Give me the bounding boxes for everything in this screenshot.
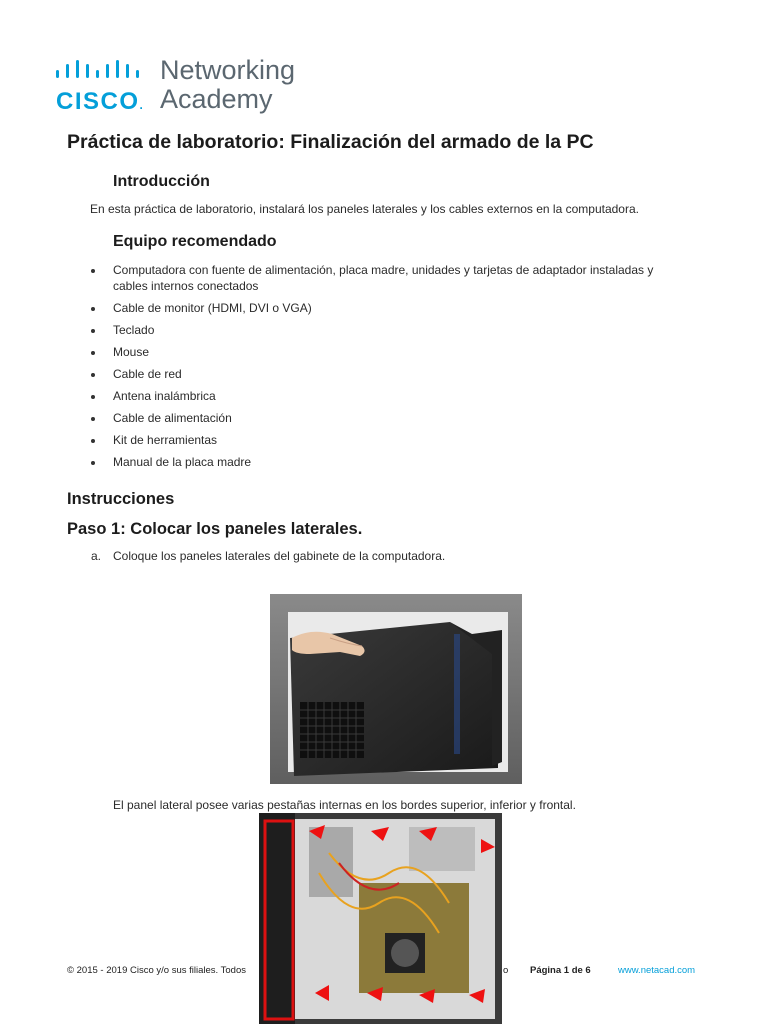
- equipment-item: Kit de herramientas: [89, 433, 689, 449]
- cisco-bridge-icon: [54, 58, 150, 84]
- intro-heading: Introducción: [113, 173, 210, 190]
- step1-heading: Paso 1: Colocar los paneles laterales.: [67, 520, 363, 538]
- brand-line-1: Networking: [160, 55, 296, 85]
- academy-wordmark: [160, 56, 295, 114]
- equipment-item: Cable de red: [89, 367, 689, 383]
- step1-item-a-text: Coloque los paneles laterales del gabinete de la computadora.: [113, 549, 446, 563]
- instructions-heading: Instrucciones: [67, 490, 175, 508]
- equipment-item: Teclado: [89, 323, 689, 339]
- step1-item-a-label: a.: [91, 549, 102, 563]
- equipment-item: Antena inalámbrica: [89, 389, 689, 405]
- case-interior-photo: [259, 813, 502, 1024]
- cisco-networking-academy-logo: [54, 55, 314, 118]
- footer-link[interactable]: [618, 965, 695, 976]
- side-panel-photo: [270, 594, 522, 784]
- equipment-heading: Equipo recomendado: [113, 233, 277, 250]
- netacad-link[interactable]: www.netacad.com: [618, 965, 696, 976]
- equipment-item: Computadora con fuente de alimentación, placa madre, unidades y tarjetas de adaptador instaladas y cables internos conectados: [89, 263, 689, 294]
- photo-caption: El panel lateral posee varias pestañas internas en los bordes superior, inferior y frontal.: [113, 798, 576, 812]
- equipment-item: Cable de alimentación: [89, 411, 689, 427]
- equipment-list: [89, 263, 689, 477]
- footer-copyright: © 2015 - 2019 Cisco y/o sus filiales. Todos: [67, 965, 246, 976]
- equipment-item: Cable de monitor (HDMI, DVI o VGA): [89, 301, 689, 317]
- intro-text: En esta práctica de laboratorio, instalará los paneles laterales y los cables externos en la computadora.: [90, 202, 639, 216]
- equipment-item: Mouse: [89, 345, 689, 361]
- equipment-item: Manual de la placa madre: [89, 455, 689, 471]
- page-title: Práctica de laboratorio: Finalización del armado de la PC: [67, 131, 594, 153]
- footer-page: Página 1 de 6: [530, 965, 591, 976]
- cisco-wordmark: CISCO.: [56, 88, 145, 115]
- brand-line-2: Academy: [160, 84, 273, 114]
- footer-trailing: o: [503, 965, 509, 976]
